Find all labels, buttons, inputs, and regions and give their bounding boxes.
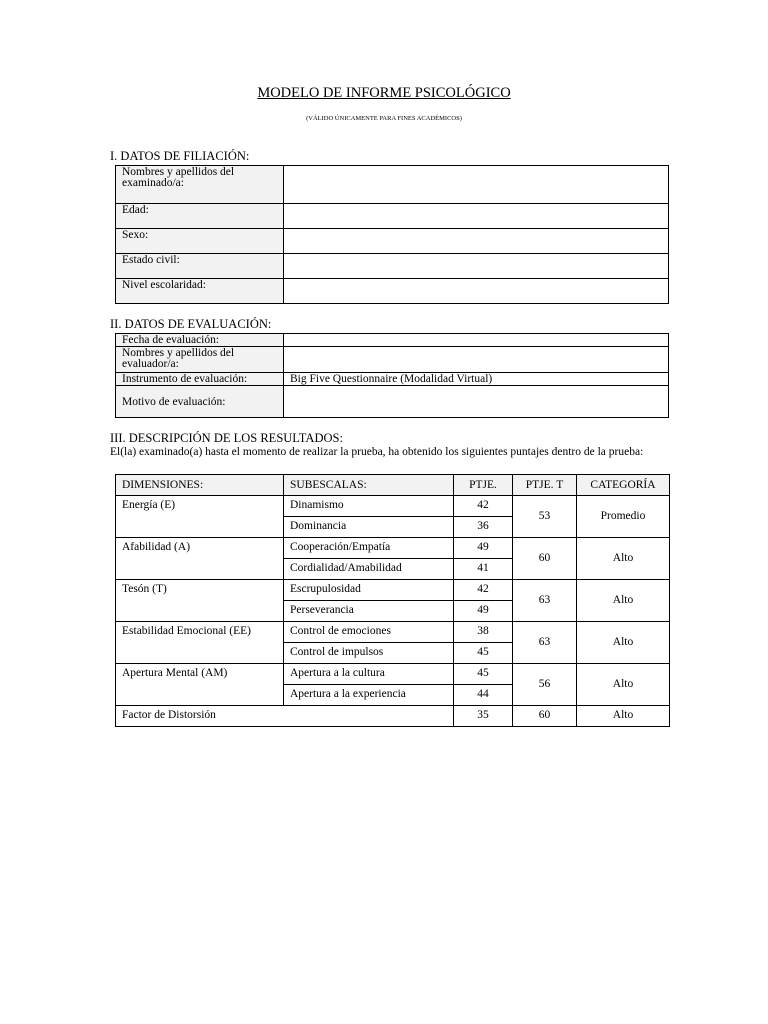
dimension-t-score: 56 [513,664,577,706]
filiacion-table [115,165,669,304]
table-row [116,706,670,727]
field-value [284,334,669,347]
header-dimensiones: DIMENSIONES: [116,475,284,496]
subscale-score: 49 [454,538,513,559]
distorsion-score: 35 [454,706,513,727]
subscale-score: 36 [454,517,513,538]
dimension-category: Alto [577,580,670,622]
resultados-table [115,474,670,727]
dimension-category: Alto [577,538,670,580]
dimension-category: Alto [577,664,670,706]
header-ptje: PTJE. [454,475,513,496]
section-resultados-heading: III. DESCRIPCIÓN DE LOS RESULTADOS: [110,431,343,445]
evaluacion-table [115,333,669,418]
table-row [116,254,669,279]
table-row [116,373,669,386]
subscale-score: 38 [454,622,513,643]
subscale-name: Escrupulosidad [284,580,454,601]
table-row [116,622,670,643]
distorsion-category: Alto [577,706,670,727]
dimension-name: Apertura Mental (AM) [116,664,284,706]
header-ptje-t: PTJE. T [513,475,577,496]
field-value [284,254,669,279]
field-label: Motivo de evaluación: [116,386,284,418]
subscale-name: Apertura a la experiencia [284,685,454,706]
field-label: Sexo: [116,229,284,254]
field-value [284,204,669,229]
table-row [116,386,669,418]
distorsion-t-score: 60 [513,706,577,727]
field-value [284,386,669,418]
subscale-score: 49 [454,601,513,622]
subscale-name: Apertura a la cultura [284,664,454,685]
table-row [116,538,670,559]
field-value: Big Five Questionnaire (Modalidad Virtual) [284,373,669,386]
subscale-name: Control de emociones [284,622,454,643]
field-label: Edad: [116,204,284,229]
table-row [116,347,669,373]
subscale-score: 45 [454,643,513,664]
table-row [116,580,670,601]
field-value [284,229,669,254]
field-value [284,279,669,304]
table-row [116,204,669,229]
header-subescalas: SUBESCALAS: [284,475,454,496]
section-filiacion-heading: I. DATOS DE FILIACIÓN: [110,149,250,163]
subscale-name: Perseverancia [284,601,454,622]
field-label: Nombres y apellidos del examinado/a: [116,166,284,204]
dimension-category: Alto [577,622,670,664]
dimension-name: Tesón (T) [116,580,284,622]
field-label: Nivel escolaridad: [116,279,284,304]
field-label: Fecha de evaluación: [116,334,284,347]
table-row [116,334,669,347]
header-categoria: CATEGORÍA [577,475,670,496]
field-label: Nombres y apellidos del evaluador/a: [116,347,284,373]
dimension-t-score: 63 [513,580,577,622]
table-header-row [116,475,670,496]
table-row [116,279,669,304]
subscale-score: 44 [454,685,513,706]
table-row [116,664,670,685]
subscale-name: Cordialidad/Amabilidad [284,559,454,580]
field-value [284,347,669,373]
distorsion-name: Factor de Distorsión [116,706,454,727]
dimension-t-score: 60 [513,538,577,580]
field-label: Estado civil: [116,254,284,279]
subscale-name: Cooperación/Empatía [284,538,454,559]
subscale-score: 42 [454,580,513,601]
section-evaluacion-heading: II. DATOS DE EVALUACIÓN: [110,317,272,331]
subscale-score: 42 [454,496,513,517]
subscale-score: 45 [454,664,513,685]
dimension-t-score: 63 [513,622,577,664]
field-label: Instrumento de evaluación: [116,373,284,386]
table-row [116,229,669,254]
resultados-intro: El(la) examinado(a) hasta el momento de realizar la prueba, ha obtenido los siguientes puntajes dentro de la prueba: [110,446,644,458]
dimension-name: Energía (E) [116,496,284,538]
document-subtitle: (VÁLIDO ÚNICAMENTE PARA FINES ACADÉMICOS) [306,115,462,122]
subscale-name: Dominancia [284,517,454,538]
dimension-name: Afabilidad (A) [116,538,284,580]
dimension-name: Estabilidad Emocional (EE) [116,622,284,664]
subscale-name: Control de impulsos [284,643,454,664]
dimension-category: Promedio [577,496,670,538]
table-row [116,166,669,204]
subscale-score: 41 [454,559,513,580]
dimension-t-score: 53 [513,496,577,538]
document-title: MODELO DE INFORME PSICOLÓGICO [257,85,511,101]
field-value [284,166,669,204]
subscale-name: Dinamismo [284,496,454,517]
table-row [116,496,670,517]
